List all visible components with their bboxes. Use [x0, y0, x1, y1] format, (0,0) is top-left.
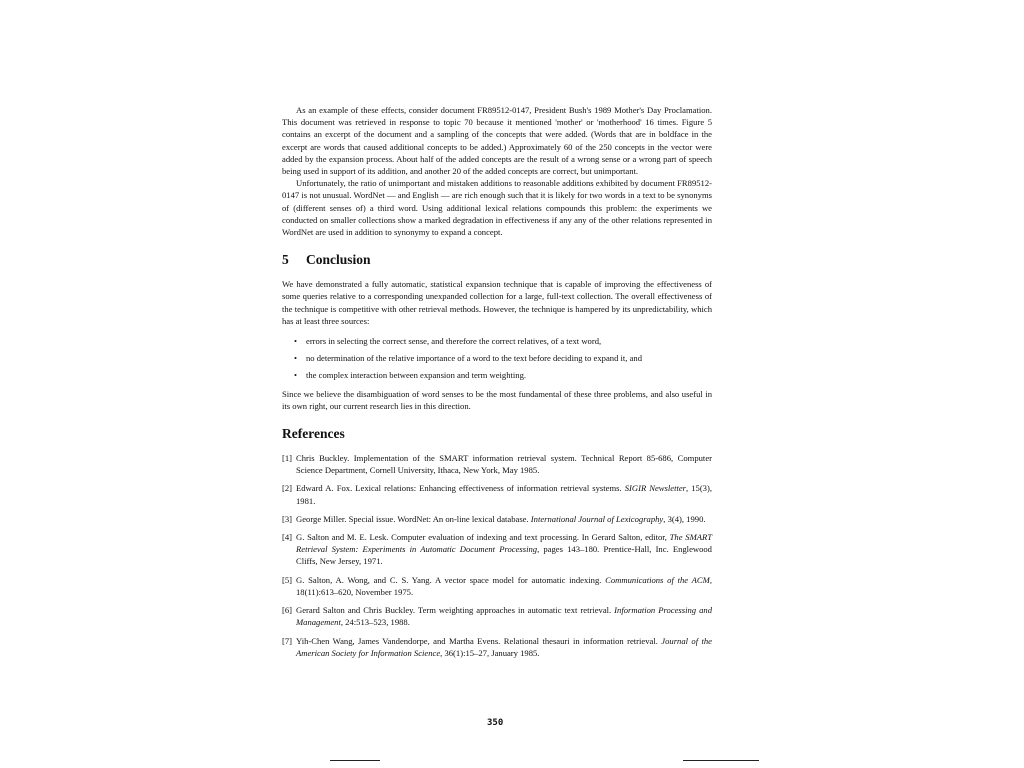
reference-item	[282, 482, 712, 506]
reference-text: George Miller. Special issue. WordNet: An on-line lexical database.	[296, 513, 531, 524]
reference-details: , 15(3), 1981.	[296, 483, 712, 506]
reference-item	[282, 574, 712, 598]
reference-item	[282, 513, 712, 525]
reference-label: [1]	[282, 453, 293, 464]
paragraph-example: As an example of these effects, consider document FR89512-0147, President Bush's 1989 Mother's Day Proclamation. This document was retrieved in response to topic 70 because it mentioned 'mother' or 'motherhood' 16 times. Figure 5 contains an excerpt of the document and a sampling of the concepts that were added. (Words that are in boldface in the excerpt are words that caused additional concepts to be added.) Approximately 60 of the 250 concepts in the vector were added by the expansion process. About half of the added concepts are the result of a wrong sense or a wrong part of speech being used in support of its addition, and another 20 of the added concepts are correct, but unimportant.	[282, 105, 712, 177]
reference-details: , 3(4), 1990.	[663, 513, 706, 524]
reference-item	[282, 452, 712, 476]
conclusion-intro: We have demonstrated a fully automatic, statistical expansion technique that is capable of improving the effectiveness of some queries relative to a corresponding unexpanded collection for a large, full-text collection. The overall effectiveness of the technique is competitive with other retrieval methods. However, the technique is hampered by its unpredictability, which has at least three sources:	[282, 279, 712, 326]
reference-label: [7]	[282, 635, 293, 646]
reference-label: [6]	[282, 605, 293, 616]
reference-item	[282, 635, 712, 659]
reference-text: Edward A. Fox. Lexical relations: Enhancing effectiveness of information retrieval systems.	[296, 483, 625, 494]
reference-item	[282, 604, 712, 628]
reference-details: , pages 143–180. Prentice-Hall, Inc. Englewood Cliffs, New Jersey, 1971.	[296, 544, 712, 567]
scan-artifact-line	[683, 760, 759, 761]
conclusion-bullet-list	[282, 335, 712, 382]
section-number: 5	[282, 252, 289, 268]
reference-label: [2]	[282, 483, 293, 494]
paragraph-unfortunately: Unfortunately, the ratio of unimportant and mistaken additions to reasonable additions exhibited by document FR89512-0147 is not unusual. WordNet — and English — are rich enough such that it is likely for two words in a text to be synonyms of (different senses of) a third word. Using additional lexical relations compounds this problem: the experiments we conducted on smaller collections show a marked degradation in effectiveness if any any of the other relations represented in WordNet are used in addition to synonymy to expand a concept.	[282, 178, 712, 238]
reference-venue: Information Processing and Management	[296, 605, 712, 628]
reference-text: Gerard Salton and Chris Buckley. Term weighting approaches in automatic text retrieval.	[296, 605, 615, 616]
reference-venue: Communications of the ACM	[605, 574, 710, 585]
reference-details: , 18(11):613–620, November 1975.	[296, 574, 712, 597]
reference-details: , 36(1):15–27, January 1985.	[440, 647, 540, 658]
reference-item	[282, 531, 712, 568]
conclusion-closing: Since we believe the disambiguation of word senses to be the most fundamental of these three problems, and also useful in its own right, our current research lies in this direction.	[282, 388, 712, 411]
reference-text: Chris Buckley. Implementation of the SMART information retrieval system. Technical Report 85-686, Computer Science Department, Cornell University, Ithaca, New York, May 1985.	[296, 453, 712, 476]
reference-venue: Journal of the American Society for Information Science	[296, 635, 712, 658]
bullet-item: • no determination of the relative importance of a word to the text before deciding to expand it, and	[282, 352, 712, 364]
references-heading: References	[282, 426, 345, 442]
scan-artifact-line	[330, 760, 380, 761]
reference-text: Yih-Chen Wang, James Vandendorpe, and Martha Evens. Relational thesauri in information retrieval.	[296, 635, 662, 646]
section-heading-conclusion	[282, 252, 712, 268]
reference-venue: The SMART Retrieval System: Experiments in Automatic Document Processing	[296, 532, 713, 555]
section-title: Conclusion	[306, 252, 371, 268]
reference-label: [5]	[282, 574, 293, 585]
reference-label: [4]	[282, 532, 293, 543]
reference-text: G. Salton and M. E. Lesk. Computer evaluation of indexing and text processing. In Gerard Salton, editor,	[296, 532, 670, 543]
reference-text: G. Salton, A. Wong, and C. S. Yang. A vector space model for automatic indexing.	[296, 574, 606, 585]
paper-page	[282, 104, 712, 665]
reference-venue: International Journal of Lexicography	[530, 513, 664, 524]
reference-venue: SIGIR Newsletter	[624, 483, 687, 494]
reference-label: [3]	[282, 513, 293, 524]
bullet-item: • the complex interaction between expansion and term weighting.	[282, 369, 712, 381]
reference-details: , 24:513–523, 1988.	[340, 617, 410, 628]
reference-list	[282, 452, 712, 659]
bullet-item: • errors in selecting the correct sense, and therefore the correct relatives, of a text word,	[282, 335, 712, 347]
page-number: 350	[487, 718, 504, 728]
